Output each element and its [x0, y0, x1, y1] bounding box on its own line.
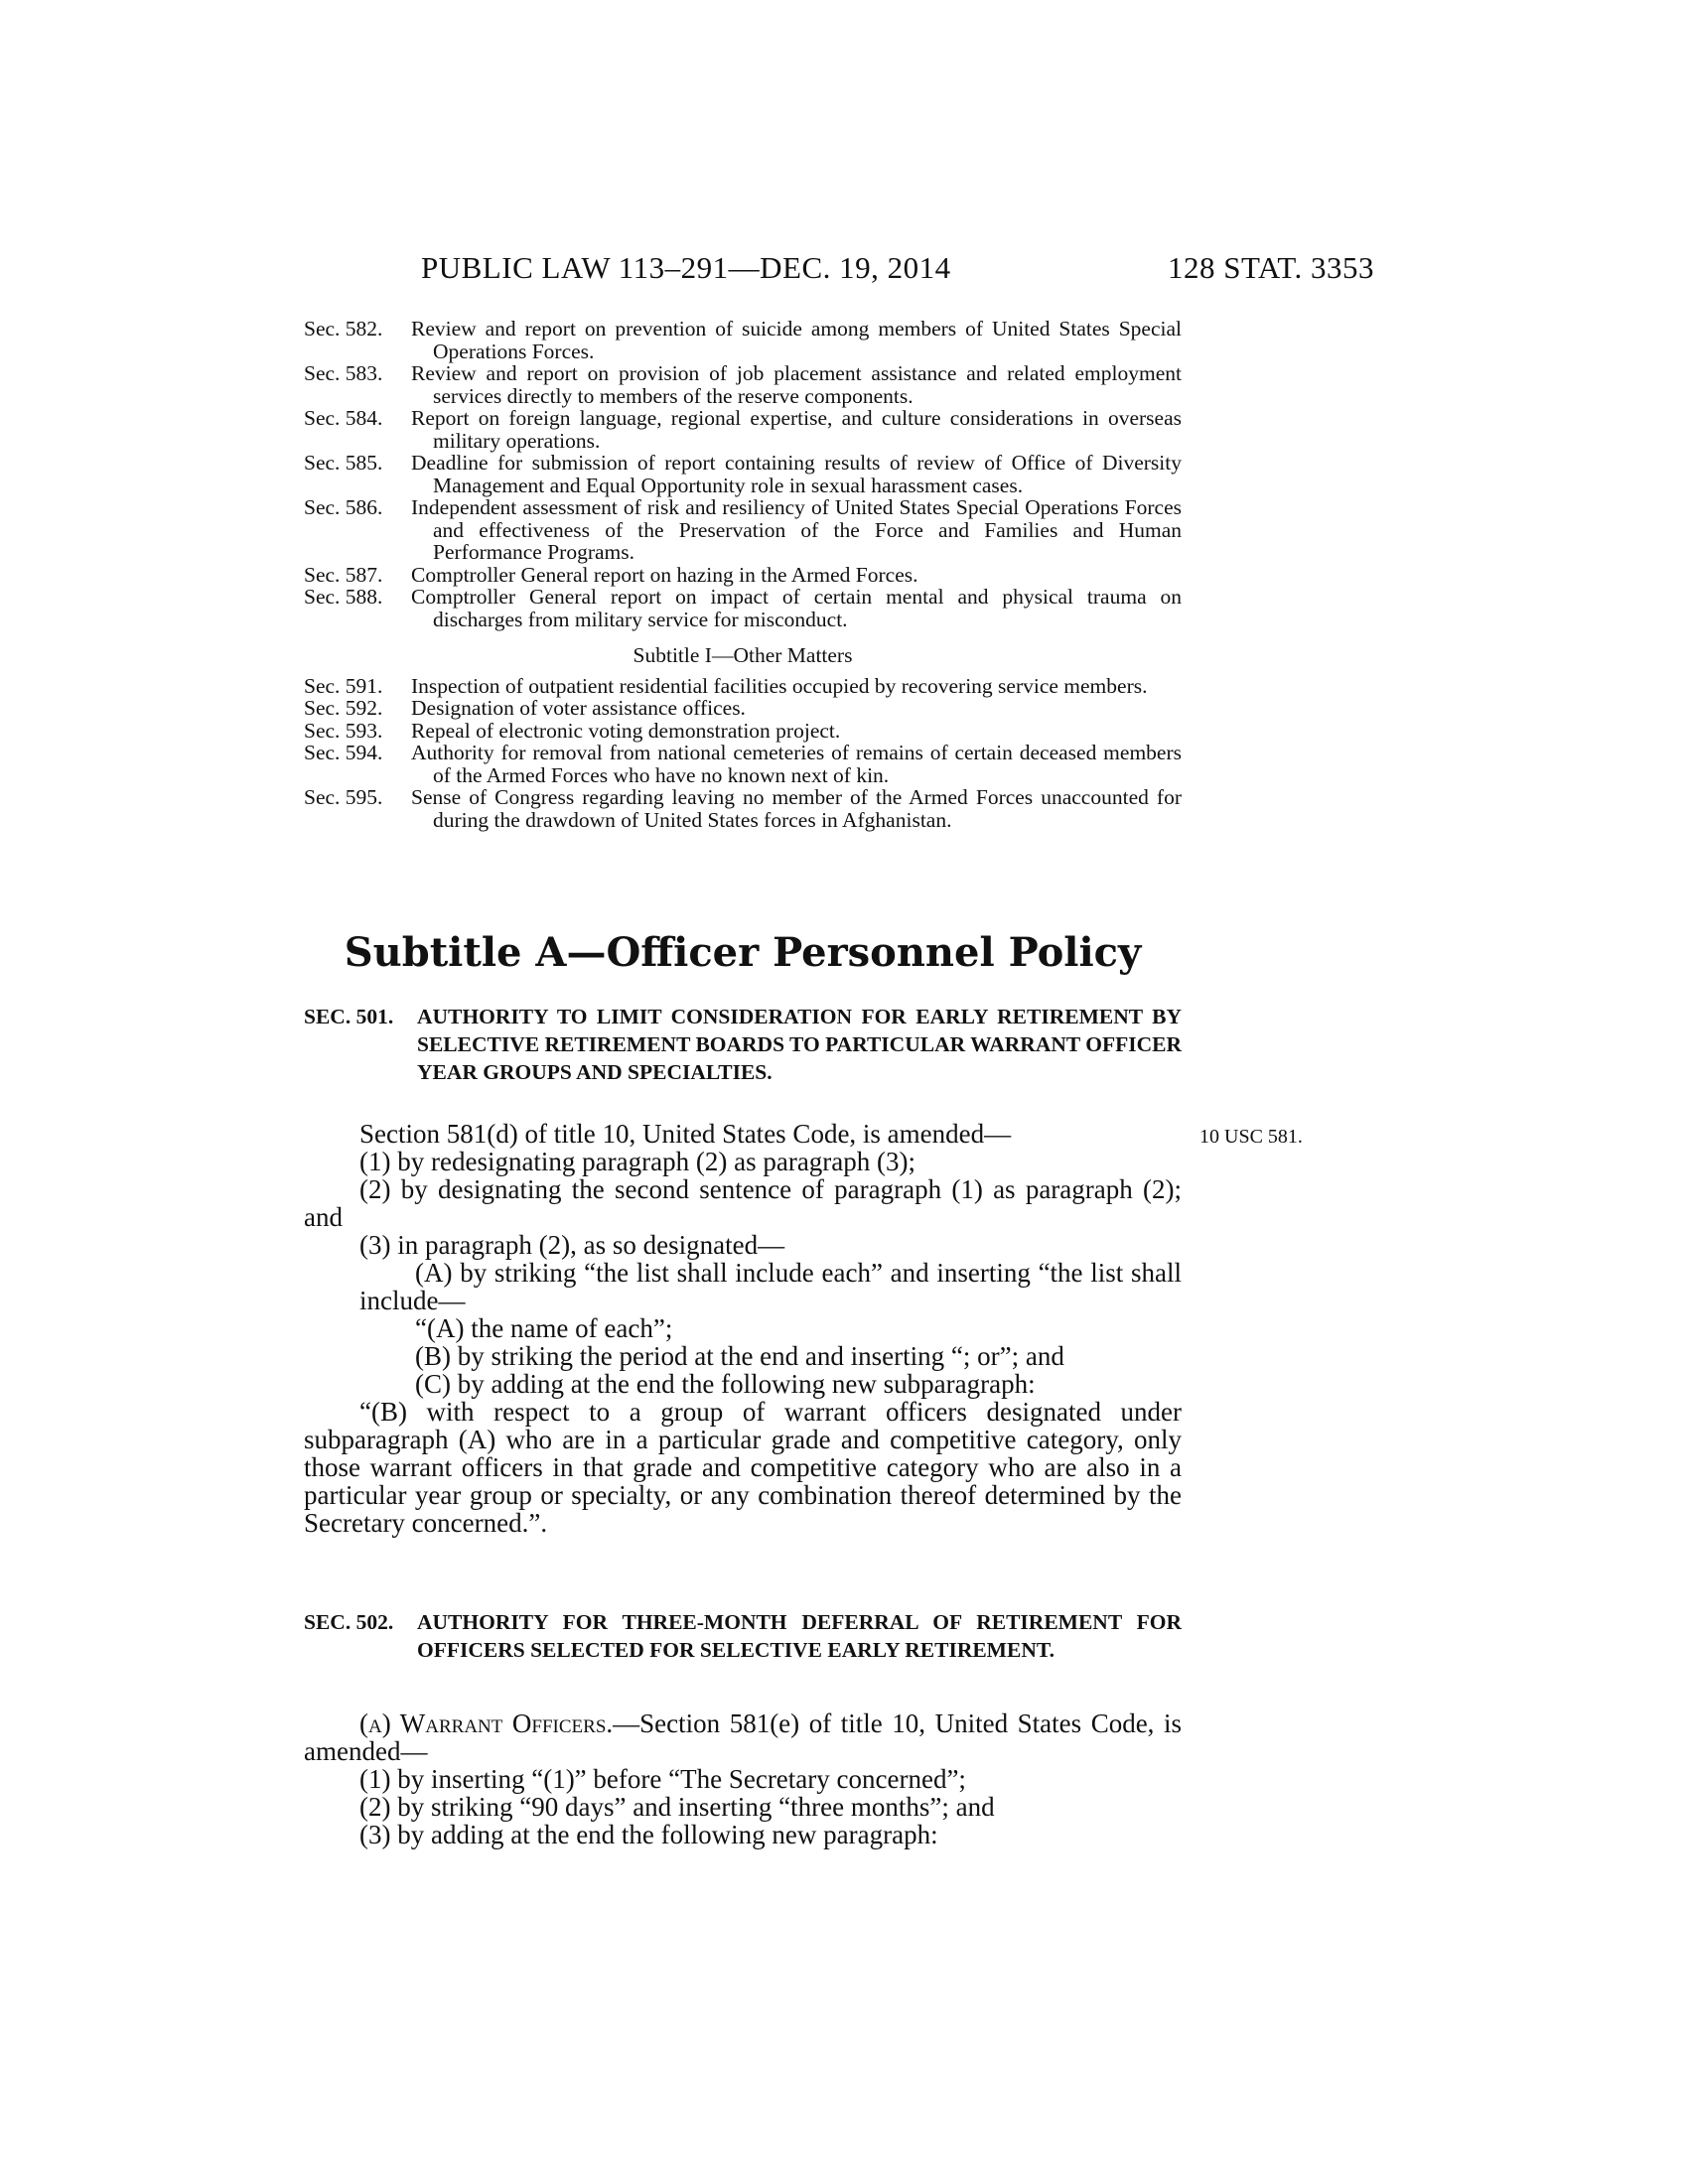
section-501-body: [304, 1120, 1182, 1537]
toc-section-title: Deadline for submission of report containing results of review of Office of Diversity Management and Equal Opportunity role in sexual harassment cases.: [411, 451, 1182, 497]
toc-entry: [304, 786, 1182, 831]
body-paragraph: (1) by inserting “(1)” before “The Secretary concerned”;: [359, 1764, 966, 1794]
toc-section-title: Sense of Congress regarding leaving no member of the Armed Forces unaccounted for during the drawdown of United States forces in Afghanistan.: [411, 785, 1182, 832]
toc-section-number: Sec. 588.: [304, 585, 383, 609]
toc-section-number: Sec. 594.: [304, 741, 383, 764]
toc-entry: [304, 586, 1182, 630]
body-paragraph: (A) by striking “the list shall include each” and inserting “the list shall include—: [359, 1258, 1182, 1315]
body-paragraph: Section 581(d) of title 10, United States Code, is amended—: [359, 1119, 1012, 1149]
toc-entry: [304, 407, 1182, 452]
toc-section-number: Sec. 587.: [304, 562, 383, 587]
body-paragraph: (1) by redesignating paragraph (2) as paragraph (3);: [359, 1147, 916, 1176]
toc-section-number: Sec. 583.: [304, 361, 383, 385]
subsection-text: —Section 581(e) of title 10, United States Code, is amended—: [304, 1708, 1182, 1766]
subsection-heading: (a) Warrant Officers.: [359, 1708, 614, 1738]
toc-section-title: Authority for removal from national cemeteries of remains of certain deceased members of the Armed Forces who have no known next of kin.: [411, 741, 1182, 787]
section-502-heading: [304, 1608, 1182, 1664]
section-501-heading: [304, 1003, 1182, 1086]
table-of-contents: [304, 318, 1182, 831]
toc-entry: [304, 452, 1182, 496]
usc-margin-note: 10 USC 581.: [1199, 1126, 1303, 1148]
toc-section-number: Sec. 593.: [304, 718, 383, 743]
section-title: AUTHORITY FOR THREE-MONTH DEFERRAL OF RETIREMENT FOR OFFICERS SELECTED FOR SELECTIVE EARLY RETIREMENT.: [417, 1610, 1182, 1662]
toc-section-title: Review and report on prevention of suicide among members of United States Special Operations Forces.: [411, 317, 1182, 363]
section-502-body: [304, 1709, 1182, 1848]
toc-section-title: Independent assessment of risk and resiliency of United States Special Operations Forces and effectiveness of the Preservation of the Force and Families and Human Performance Programs.: [411, 495, 1182, 564]
toc-section-title: Repeal of electronic voting demonstration project.: [411, 718, 841, 743]
toc-entry: [304, 318, 1182, 362]
toc-entry: [304, 697, 1182, 720]
section-title: AUTHORITY TO LIMIT CONSIDERATION FOR EARLY RETIREMENT BY SELECTIVE RETIREMENT BOARDS TO PARTICULAR WARRANT OFFICER YEAR GROUPS AND SPECIALTIES.: [417, 1005, 1182, 1084]
toc-section-title: Comptroller General report on impact of certain mental and physical trauma on discharges from military service for misconduct.: [411, 585, 1182, 631]
toc-section-number: Sec. 584.: [304, 406, 383, 430]
statute-page-number: 128 STAT. 3353: [1167, 250, 1374, 285]
body-paragraph: (3) in paragraph (2), as so designated—: [359, 1230, 785, 1260]
body-paragraph: [304, 1709, 1182, 1765]
toc-section-title: Designation of voter assistance offices.: [411, 696, 746, 720]
toc-entry: [304, 564, 1182, 587]
toc-section-number: Sec. 582.: [304, 317, 383, 341]
toc-entry: [304, 496, 1182, 564]
section-number: SEC. 501.: [304, 1005, 394, 1028]
toc-section-number: Sec. 591.: [304, 673, 383, 698]
toc-section-title: Inspection of outpatient residential facilities occupied by recovering service members.: [411, 673, 1148, 698]
body-paragraph: (C) by adding at the end the following new subparagraph:: [415, 1369, 1036, 1399]
quoted-subparagraph: “(B) with respect to a group of warrant officers designated under subparagraph (A) who are in a particular grade and competitive category, only those warrant officers in that grade and competitive category who are also in a particular year group or specialty, or any combination thereof determined by the Secretary concerned.”.: [304, 1397, 1182, 1538]
body-paragraph: “(A) the name of each”;: [415, 1313, 673, 1343]
toc-subtitle-heading: Subtitle I—Other Matters: [633, 643, 853, 667]
toc-section-title: Review and report on provision of job placement assistance and related employment services directly to members of the reserve components.: [411, 361, 1182, 408]
toc-section-number: Sec. 592.: [304, 696, 383, 720]
toc-section-title: Report on foreign language, regional expertise, and culture considerations in overseas military operations.: [411, 406, 1182, 453]
body-paragraph: (3) by adding at the end the following new paragraph:: [359, 1820, 938, 1849]
toc-entry: [304, 720, 1182, 743]
toc-entry: [304, 742, 1182, 786]
body-paragraph: (2) by designating the second sentence of paragraph (1) as paragraph (2); and: [304, 1174, 1182, 1232]
toc-section-number: Sec. 595.: [304, 785, 383, 809]
toc-section-title: Comptroller General report on hazing in the Armed Forces.: [411, 562, 918, 587]
section-number: SEC. 502.: [304, 1610, 394, 1634]
page-header: [421, 250, 1374, 290]
body-paragraph: (B) by striking the period at the end and inserting “; or”; and: [415, 1341, 1064, 1371]
toc-section-number: Sec. 586.: [304, 495, 383, 519]
toc-entry: [304, 675, 1182, 698]
toc-entry: [304, 362, 1182, 407]
body-paragraph: (2) by striking “90 days” and inserting “three months”; and: [359, 1792, 995, 1822]
public-law-citation: PUBLIC LAW 113–291—DEC. 19, 2014: [421, 250, 951, 285]
toc-section-number: Sec. 585.: [304, 451, 383, 475]
subtitle-a-heading: Subtitle A—Officer Personnel Policy: [344, 929, 1142, 976]
